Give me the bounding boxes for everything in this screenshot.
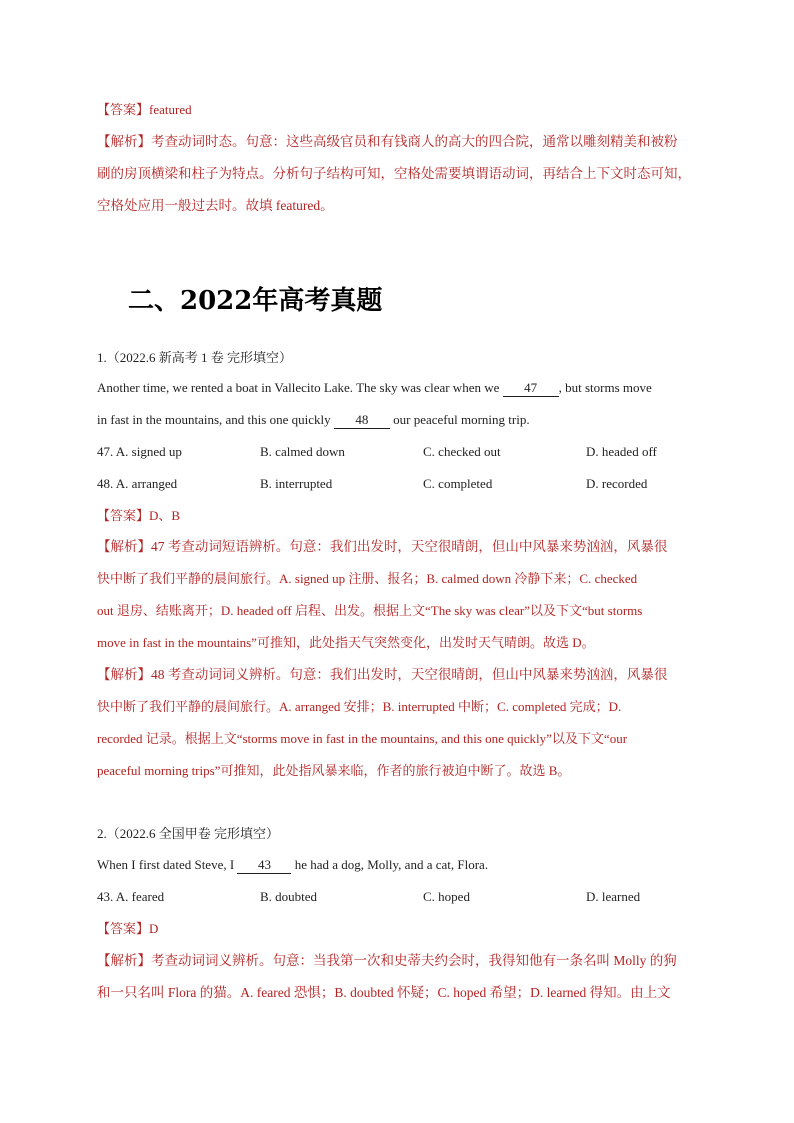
- analysis-tag: 【解析】: [97, 539, 151, 554]
- answer-line: [97, 919, 697, 939]
- analysis-line: out 退房、结账离开；D. headed off 启程、出发。根据上文“The sky was clear”以及下文“but storms: [97, 603, 643, 618]
- answer-tag: 【答案】: [97, 508, 150, 523]
- analysis-text: 48 考查动词词义辨析。句意：我们出发时，天空很晴朗，但山中风暴来势汹汹，风暴很: [151, 667, 668, 682]
- passage-text: in fast in the mountains, and this one quickly: [97, 412, 334, 427]
- question-source: 1.（2022.6 新高考 1 卷 完形填空）: [97, 350, 293, 365]
- passage-text: When I first dated Steve, I: [97, 857, 238, 872]
- option-d: D. recorded: [586, 476, 648, 491]
- analysis-line: [97, 537, 697, 557]
- analysis-line: move in fast in the mountains”可推知，此处指天气突然变化，出发时天气晴朗。故选 D。: [97, 635, 595, 650]
- analysis-tag: 【解析】: [97, 953, 151, 968]
- option-c: C. completed: [423, 476, 493, 491]
- option-d: D. headed off: [586, 444, 657, 459]
- analysis-line: 和一只名叫 Flora 的猫。A. feared 恐惧；B. doubted 怀疑；C. hoped 希望；D. learned 得知。由上文: [97, 985, 671, 1000]
- passage-line: [97, 378, 697, 398]
- option-a: 48. A. arranged: [97, 476, 178, 491]
- option-b: B. interrupted: [260, 476, 333, 491]
- passage-text: , but storms move: [558, 380, 652, 395]
- passage-text: he had a dog, Molly, and a cat, Flora.: [291, 857, 489, 872]
- section-heading: 二、2022年高考真题: [128, 286, 383, 316]
- analysis-line: peaceful morning trips”可推知，此处指风暴来临，作者的旅行被迫中断了。故选 B。: [97, 763, 571, 778]
- analysis-line: recorded 记录。根据上文“storms move in fast in the mountains, and this one quickly”以及下文“our: [97, 731, 628, 746]
- option-a: 47. A. signed up: [97, 444, 182, 459]
- question-source: 2.（2022.6 全国甲卷 完形填空）: [97, 826, 280, 841]
- option-d: D. learned: [586, 889, 641, 904]
- analysis-line: 快中断了我们平静的晨间旅行。A. signed up 注册、报名；B. calmed down 冷静下来；C. checked: [97, 571, 638, 586]
- blank-48: 48: [334, 412, 390, 429]
- blank-43: 43: [237, 857, 291, 874]
- answer-value: D、B: [149, 508, 181, 523]
- answer-line: [97, 100, 697, 120]
- analysis-line: 刷的房顶横梁和柱子为特点。分析句子结构可知，空格处需要填谓语动词，再结合上下文时态可知，: [97, 166, 691, 181]
- analysis-text: 考查动词词义辨析。句意：当我第一次和史蒂夫约会时，我得知他有一条名叫 Molly 的狗: [151, 953, 677, 968]
- analysis-tag: 【解析】: [97, 667, 151, 682]
- analysis-tag: 【解析】: [97, 134, 151, 149]
- passage-text: Another time, we rented a boat in Vallecito Lake. The sky was clear when we: [97, 380, 503, 395]
- analysis-line: [97, 665, 697, 685]
- analysis-line: 空格处应用一般过去时。故填 featured。: [97, 198, 334, 213]
- analysis-line: [97, 951, 697, 971]
- option-c: C. hoped: [423, 889, 470, 904]
- blank-47: 47: [503, 380, 559, 397]
- answer-value: featured: [149, 102, 192, 117]
- option-b: B. calmed down: [260, 444, 345, 459]
- answer-tag: 【答案】: [97, 102, 150, 117]
- passage-line: [97, 855, 697, 875]
- option-a: 43. A. feared: [97, 889, 165, 904]
- passage-line: [97, 410, 697, 430]
- analysis-text: 考查动词时态。句意：这些高级官员和有钱商人的高大的四合院，通常以雕刻精美和被粉: [151, 134, 678, 149]
- analysis-line: [97, 132, 697, 152]
- option-b: B. doubted: [260, 889, 318, 904]
- analysis-text: 47 考查动词短语辨析。句意：我们出发时，天空很晴朗，但山中风暴来势汹汹，风暴很: [151, 539, 668, 554]
- answer-line: [97, 506, 697, 526]
- passage-text: our peaceful morning trip.: [389, 412, 530, 427]
- option-c: C. checked out: [423, 444, 501, 459]
- answer-value: D: [149, 921, 159, 936]
- analysis-line: 快中断了我们平静的晨间旅行。A. arranged 安排；B. interrupted 中断；C. completed 完成；D.: [97, 699, 622, 714]
- answer-tag: 【答案】: [97, 921, 150, 936]
